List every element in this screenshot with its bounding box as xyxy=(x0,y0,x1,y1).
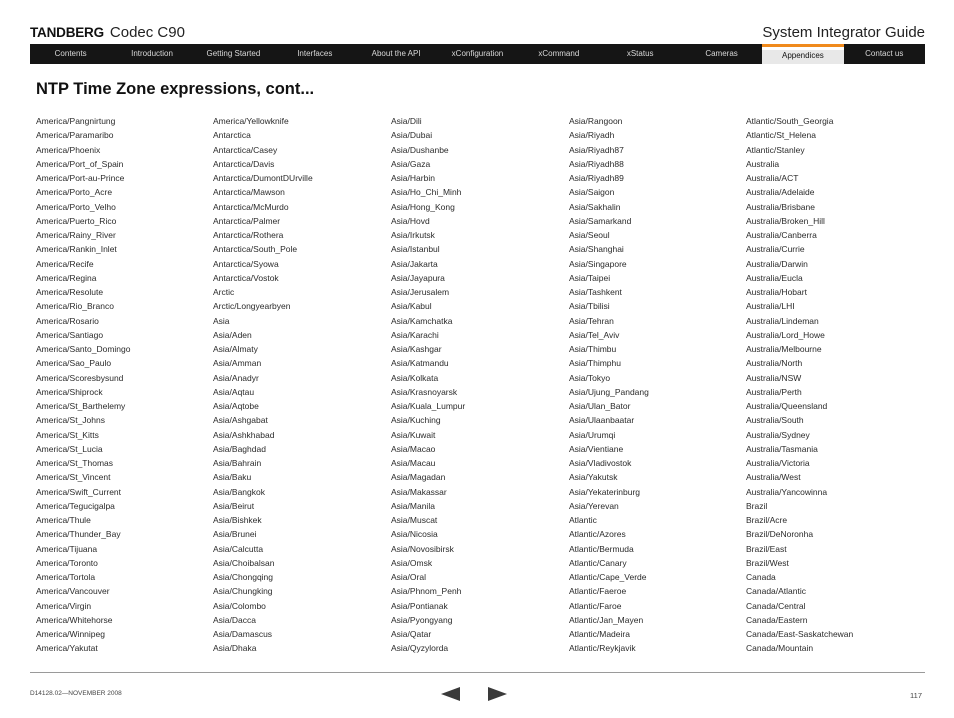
timezone-entry: Asia/Hovd xyxy=(391,215,430,226)
timezone-entry: Asia/Jakarta xyxy=(391,258,438,269)
timezone-entry: America/St_Johns xyxy=(36,415,105,426)
timezone-entry: Asia/Anadyr xyxy=(213,372,259,383)
timezone-entry: Asia/Istanbul xyxy=(391,244,440,255)
timezone-entry: Asia/Baghdad xyxy=(213,443,266,454)
timezone-entry: Antarctica/Syowa xyxy=(213,258,279,269)
timezone-entry: Canada/Atlantic xyxy=(746,586,807,597)
timezone-entry: Asia/Dushanbe xyxy=(391,144,449,155)
arrow-left-icon[interactable] xyxy=(441,687,460,701)
timezone-entry: Asia/Damascus xyxy=(213,629,273,639)
timezone-entry: America/Puerto_Rico xyxy=(36,215,117,226)
timezone-entry: America/Resolute xyxy=(36,287,104,297)
timezone-entry: Australia/LHI xyxy=(746,301,795,312)
timezone-entry: Asia/Riyadh87 xyxy=(569,144,624,155)
timezone-entry: Antarctica/Rothera xyxy=(213,230,284,240)
timezone-column xyxy=(391,114,566,656)
timezone-entry: Australia/Sydney xyxy=(746,429,810,440)
timezone-entry: Asia/Beirut xyxy=(213,500,255,511)
timezone-entry: Atlantic/Madeira xyxy=(569,629,630,639)
timezone-entry: Asia/Riyadh xyxy=(569,130,615,141)
timezone-entry: Asia/Amman xyxy=(213,358,262,369)
timezone-entry: Atlantic/South_Georgia xyxy=(746,116,834,126)
timezone-entry: Asia/Dili xyxy=(391,116,422,126)
timezone-entry: Atlantic/Faeroe xyxy=(569,586,627,597)
timezone-entry: Brazil/Acre xyxy=(746,515,788,525)
timezone-entry: Antarctica/South_Pole xyxy=(213,244,298,255)
timezone-entry: Australia/Perth xyxy=(746,386,802,397)
nav-tab-interfaces[interactable]: Interfaces xyxy=(297,49,333,58)
timezone-entry: Asia/Aqtobe xyxy=(213,401,259,411)
timezone-entry: Asia/Kashgar xyxy=(391,344,442,354)
timezone-entry: Antarctica/Davis xyxy=(213,158,275,169)
timezone-entry: Asia/Pyongyang xyxy=(391,614,453,625)
document-id: D14128.02—NOVEMBER 2008 xyxy=(30,690,122,697)
timezone-entry: Asia/Jerusalem xyxy=(391,287,450,297)
timezone-entry: Atlantic/Jan_Mayen xyxy=(569,614,644,625)
timezone-entry: Australia/West xyxy=(746,472,801,483)
timezone-entry: Australia/Yancowinna xyxy=(746,486,828,497)
timezone-entry: Asia xyxy=(213,315,230,326)
timezone-entry: Australia/North xyxy=(746,358,803,369)
timezone-entry: Australia/Melbourne xyxy=(746,344,822,354)
timezone-entry: America/Swift_Current xyxy=(36,486,122,497)
timezone-entry: Atlantic/St_Helena xyxy=(746,130,816,141)
timezone-entry: America/Santo_Domingo xyxy=(36,344,131,354)
timezone-entry: Asia/Thimbu xyxy=(569,344,617,354)
product-name: Codec C90 xyxy=(109,24,185,41)
timezone-entry: Asia/Gaza xyxy=(391,158,431,169)
timezone-entry: Asia/Muscat xyxy=(391,515,438,525)
timezone-entry: Atlantic/Azores xyxy=(569,529,626,540)
timezone-entry: Canada/Central xyxy=(746,600,806,611)
timezone-entry: Asia/Tbilisi xyxy=(569,301,610,312)
timezone-entry: Asia/Qyzylorda xyxy=(391,643,449,654)
timezone-entry: Asia/Riyadh88 xyxy=(569,158,624,169)
timezone-entry: Asia/Bishkek xyxy=(213,515,262,525)
timezone-entry: Asia/Bangkok xyxy=(213,486,265,497)
timezone-entry: America/Virgin xyxy=(36,600,92,611)
timezone-entry: Asia/Samarkand xyxy=(569,215,632,226)
timezone-entry: Asia/Kuching xyxy=(391,415,441,426)
timezone-entry: Antarctica/McMurdo xyxy=(213,201,289,212)
timezone-entry: America/Porto_Acre xyxy=(36,187,113,198)
timezone-entry: Brazil xyxy=(746,500,768,511)
timezone-entry: Asia/Yakutsk xyxy=(569,472,618,483)
nav-tab-getting-started[interactable]: Getting Started xyxy=(206,49,261,58)
timezone-entry: Asia/Baku xyxy=(213,472,252,483)
timezone-entry: Australia/Lord_Howe xyxy=(746,329,825,340)
nav-tab-xstatus[interactable]: xStatus xyxy=(626,49,654,58)
timezone-entry: Asia/Hong_Kong xyxy=(391,201,455,212)
timezone-entry: Asia/Almaty xyxy=(213,344,258,354)
timezone-entry: Brazil/DeNoronha xyxy=(746,529,814,540)
timezone-entry: America/Rainy_River xyxy=(36,230,116,240)
timezone-entry: America/Port-au-Prince xyxy=(36,173,125,183)
timezone-entry: Asia/Yerevan xyxy=(569,500,619,511)
timezone-entry: Australia/Victoria xyxy=(746,458,810,468)
timezone-column xyxy=(746,114,921,656)
guide-title: System Integrator Guide xyxy=(762,24,925,41)
timezone-entry: Australia/Hobart xyxy=(746,287,807,297)
timezone-entry: America/Rio_Branco xyxy=(36,301,114,312)
timezone-entry: Asia/Calcutta xyxy=(213,543,264,554)
timezone-entry: Atlantic/Cape_Verde xyxy=(569,572,647,582)
timezone-entry: Arctic xyxy=(213,287,235,297)
timezone-entry: Australia/Lindeman xyxy=(746,315,819,326)
timezone-entry: Asia/Qatar xyxy=(391,629,432,639)
timezone-entry: America/Rosario xyxy=(36,315,99,326)
timezone-entry: Asia/Kolkata xyxy=(391,372,439,383)
timezone-entry: Atlantic/Bermuda xyxy=(569,543,634,554)
timezone-entry: Asia/Saigon xyxy=(569,187,615,198)
timezone-entry: Atlantic xyxy=(569,515,597,525)
timezone-entry: Asia/Kuwait xyxy=(391,429,436,440)
timezone-entry: America/Pangnirtung xyxy=(36,116,116,126)
timezone-entry: Asia/Manila xyxy=(391,500,435,511)
timezone-entry: Asia/Brunei xyxy=(213,529,257,540)
tandberg-logo: TANDBERG xyxy=(30,25,104,40)
timezone-entry: Asia/Nicosia xyxy=(391,529,438,540)
timezone-entry: America/Thunder_Bay xyxy=(36,529,121,540)
brand xyxy=(30,24,185,41)
timezone-entry: Asia/Omsk xyxy=(391,557,433,568)
timezone-entry: America/Phoenix xyxy=(36,144,101,155)
timezone-entry: Canada/East-Saskatchewan xyxy=(746,629,854,639)
timezone-entry: America/Regina xyxy=(36,272,97,283)
timezone-entry: Asia/Dubai xyxy=(391,130,433,141)
timezone-entry: America/St_Barthelemy xyxy=(36,401,126,411)
timezone-entry: Asia/Taipei xyxy=(569,272,611,283)
timezone-entry: America/Santiago xyxy=(36,329,104,340)
timezone-entry: Asia/Pontianak xyxy=(391,600,448,611)
timezone-entry: Asia/Colombo xyxy=(213,600,266,611)
timezone-entry: Asia/Vientiane xyxy=(569,443,624,454)
timezone-entry: America/Shiprock xyxy=(36,386,103,397)
timezone-entry: Arctic/Longyearbyen xyxy=(213,301,291,312)
nav-tab-xcommand[interactable]: xCommand xyxy=(538,49,580,58)
timezone-entry: Asia/Seoul xyxy=(569,230,610,240)
page-title: NTP Time Zone expressions, cont... xyxy=(36,80,315,98)
timezone-entry: Asia/Kabul xyxy=(391,301,432,312)
timezone-entry: Antarctica/Palmer xyxy=(213,215,281,226)
timezone-entry: Asia/Singapore xyxy=(569,258,627,269)
timezone-entry: Australia/Canberra xyxy=(746,230,817,240)
timezone-entry: Asia/Riyadh89 xyxy=(569,173,624,183)
timezone-entry: America/Porto_Velho xyxy=(36,201,116,212)
timezone-entry: Canada/Eastern xyxy=(746,614,808,625)
timezone-entry: Asia/Macau xyxy=(391,458,436,468)
timezone-entry: America/Whitehorse xyxy=(36,614,113,625)
timezone-entry: Brazil/East xyxy=(746,543,787,554)
timezone-entry: America/St_Lucia xyxy=(36,443,103,454)
timezone-entry: Asia/Magadan xyxy=(391,472,446,483)
timezone-entry: America/Winnipeg xyxy=(36,629,105,639)
timezone-entry: Atlantic/Stanley xyxy=(746,144,805,155)
timezone-entry: Canada xyxy=(746,572,776,582)
timezone-entry: Asia/Irkutsk xyxy=(391,230,435,240)
timezone-entry: Asia/Chongqing xyxy=(213,572,274,582)
timezone-entry: Antarctica/DumontDUrville xyxy=(213,173,313,183)
timezone-entry: Australia/Adelaide xyxy=(746,187,815,198)
timezone-entry: Asia/Ashgabat xyxy=(213,415,268,426)
timezone-entry: America/Toronto xyxy=(36,557,98,568)
timezone-entry: Asia/Katmandu xyxy=(391,358,449,369)
page-number: 117 xyxy=(910,691,922,700)
timezone-entry: Canada/Mountain xyxy=(746,643,814,654)
timezone-entry: Asia/Kamchatka xyxy=(391,315,453,326)
timezone-entry: Asia/Tel_Aviv xyxy=(569,329,620,340)
timezone-entry: Asia/Harbin xyxy=(391,173,435,183)
timezone-entry: Antarctica/Casey xyxy=(213,144,278,155)
timezone-entry: Australia xyxy=(746,158,780,169)
timezone-entry: Atlantic/Faroe xyxy=(569,600,622,611)
timezone-entry: Asia/Karachi xyxy=(391,329,439,340)
timezone-entry: Australia/Tasmania xyxy=(746,443,818,454)
nav-tab-introduction[interactable]: Introduction xyxy=(131,49,173,58)
timezone-entry: America/Yakutat xyxy=(36,643,98,654)
timezone-entry: Asia/Kuala_Lumpur xyxy=(391,401,466,411)
timezone-entry: America/Tijuana xyxy=(36,543,98,554)
timezone-entry: Asia/Sakhalin xyxy=(569,201,621,212)
timezone-column xyxy=(36,114,211,656)
timezone-entry: America/Tegucigalpa xyxy=(36,500,115,511)
timezone-entry: Asia/Tehran xyxy=(569,315,614,326)
timezone-entry: Antarctica/Mawson xyxy=(213,187,285,198)
timezone-entry: Australia/Brisbane xyxy=(746,201,815,212)
timezone-entry: Asia/Makassar xyxy=(391,486,447,497)
timezone-entry: Asia/Ashkhabad xyxy=(213,429,275,440)
timezone-entry: Australia/South xyxy=(746,415,804,426)
timezone-entry: Asia/Dacca xyxy=(213,614,256,625)
nav-tab-about-the-api[interactable]: About the API xyxy=(371,49,421,58)
timezone-entry: America/Sao_Paulo xyxy=(36,358,112,369)
timezone-entry: America/St_Vincent xyxy=(36,472,111,483)
nav-tab-xconfiguration[interactable]: xConfiguration xyxy=(451,49,504,58)
timezone-entry: Asia/Krasnoyarsk xyxy=(391,386,458,397)
timezone-entry: Asia/Dhaka xyxy=(213,643,257,654)
timezone-entry: Atlantic/Reykjavik xyxy=(569,643,636,654)
timezone-entry: Asia/Choibalsan xyxy=(213,557,275,568)
timezone-entry: Australia/ACT xyxy=(746,173,799,183)
timezone-entry: Australia/Queensland xyxy=(746,401,828,411)
timezone-entry: Asia/Ujung_Pandang xyxy=(569,386,649,397)
timezone-entry: Antarctica xyxy=(213,130,251,141)
timezone-entry: Asia/Aden xyxy=(213,329,252,340)
timezone-column xyxy=(213,114,388,656)
timezone-entry: Asia/Urumqi xyxy=(569,429,616,440)
timezone-entry: Asia/Ho_Chi_Minh xyxy=(391,187,462,198)
nav-tab-contents[interactable]: Contents xyxy=(54,49,87,58)
timezone-entry: America/Port_of_Spain xyxy=(36,158,124,169)
nav-tab-cameras[interactable]: Cameras xyxy=(705,49,738,58)
timezone-entry: Asia/Macao xyxy=(391,443,436,454)
timezone-column xyxy=(569,114,744,656)
timezone-entry: Asia/Chungking xyxy=(213,586,273,597)
timezone-entry: America/Vancouver xyxy=(36,586,110,597)
timezone-entry: Australia/Darwin xyxy=(746,258,808,269)
timezone-entry: Asia/Yekaterinburg xyxy=(569,486,641,497)
timezone-entry: Australia/NSW xyxy=(746,372,802,383)
timezone-entry: America/Scoresbysund xyxy=(36,372,124,383)
timezone-entry: Asia/Vladivostok xyxy=(569,458,632,468)
timezone-entry: America/Paramaribo xyxy=(36,130,114,141)
timezone-entry: Asia/Novosibirsk xyxy=(391,543,454,554)
timezone-entry: Asia/Ulaanbaatar xyxy=(569,415,635,426)
arrow-right-icon[interactable] xyxy=(488,687,507,701)
timezone-entry: America/Thule xyxy=(36,515,91,525)
timezone-entry: America/St_Thomas xyxy=(36,458,113,468)
timezone-entry: America/Yellowknife xyxy=(213,116,289,126)
nav-tab-appendices[interactable]: Appendices xyxy=(762,44,843,64)
timezone-entry: Asia/Thimphu xyxy=(569,358,621,369)
timezone-entry: Asia/Ulan_Bator xyxy=(569,401,631,411)
timezone-entry: America/Rankin_Inlet xyxy=(36,244,117,255)
timezone-entry: Australia/Broken_Hill xyxy=(746,215,825,226)
footer-divider xyxy=(30,672,925,673)
timezone-entry: Australia/Eucla xyxy=(746,272,803,283)
timezone-entry: Asia/Tashkent xyxy=(569,287,622,297)
top-navigation xyxy=(30,44,925,64)
timezone-entry: Asia/Tokyo xyxy=(569,372,611,383)
timezone-entry: Asia/Bahrain xyxy=(213,458,262,468)
timezone-entry: Asia/Oral xyxy=(391,572,426,582)
timezone-entry: Atlantic/Canary xyxy=(569,557,627,568)
timezone-entry: Antarctica/Vostok xyxy=(213,272,279,283)
timezone-entry: Asia/Rangoon xyxy=(569,116,623,126)
timezone-entry: America/Recife xyxy=(36,258,94,269)
timezone-entry: Asia/Phnom_Penh xyxy=(391,586,462,597)
timezone-entry: Asia/Aqtau xyxy=(213,386,255,397)
nav-tab-contact-us[interactable]: Contact us xyxy=(865,49,904,58)
timezone-entry: America/St_Kitts xyxy=(36,429,99,440)
timezone-entry: Brazil/West xyxy=(746,557,789,568)
page-header xyxy=(30,22,925,44)
timezone-entry: Asia/Jayapura xyxy=(391,272,445,283)
timezone-entry: America/Tortola xyxy=(36,572,96,582)
timezone-entry: Asia/Shanghai xyxy=(569,244,624,255)
timezone-entry: Australia/Currie xyxy=(746,244,805,255)
